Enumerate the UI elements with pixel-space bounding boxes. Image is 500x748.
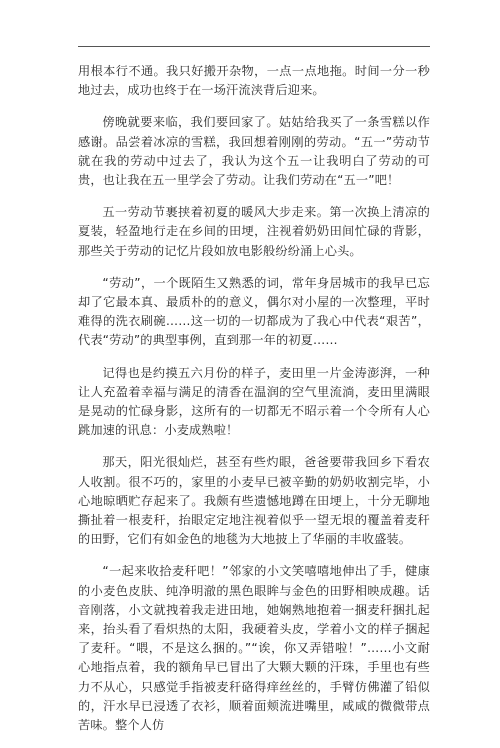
paragraph-5: 记得也是约摸五六月份的样子，麦田里一片金涛澎湃，一种让人充盈着幸福与满足的清香在温润的空气里流淌，麦田里满眼是晃动的忙碌身影，这所有的一切都无不昭示着一个令所有人心跳加速的讯息：小麦成熟啦！ — [78, 365, 430, 438]
paragraph-3: 五一劳动节裹挟着初夏的暖风大步走来。第一次换上清凉的夏装，轻盈地行走在乡间的田埂，注视着奶奶田间忙碌的背影，那些关于劳动的记忆片段如放电影般纷纷涌上心头。 — [78, 205, 430, 258]
paragraph-2: 傍晚就要来临，我们要回家了。姑姑给我买了一条雪糕以作感谢。品尝着冰凉的雪糕，我回想着刚刚的劳动。“五一”劳动节就在我的劳动中过去了，我认为这个五一让我明白了劳动的可贵，也让我在五一里学会了劳动。让我们劳动在“五一”吧！ — [78, 115, 430, 188]
paragraph-1: 用根本行不通。我只好搬开杂物，一点一点地拖。时间一分一秒地过去，成功也终于在一场汗流浃背后迎来。 — [78, 64, 430, 98]
paragraph-7: “一起来收拾麦秆吧！”邻家的小文笑嘻嘻地伸出了手，健康的小麦色皮肤、纯净明澈的黑色眼眸与金色的田野相映成趣。话音刚落，小文就拽着我走进田地，她娴熟地抱着一捆麦秆捆扎起来，抬头看了看炽热的太阳，我硬着头皮，学着小文的样子捆起了麦秆。“喂，不是这么捆的。”“诶，你又弄错啦！”……小文耐心地指点着，我的额角早已冒出了大颗大颗的汗珠，手里也有些力不从心，只感觉手指被麦秆硌得痒丝丝的，手臂仿佛灌了铅似的，汗水早已浸透了衣衫，顺着面颊流进嘴里，咸咸的微微带点苦味。整个人仿 — [78, 564, 430, 733]
paragraph-4: “劳动”，一个既陌生又熟悉的词，常年身居城市的我早已忘却了它最本真、最质朴的的意义，偶尔对小屋的一次整理，平时难得的洗衣刷碗……这一切的一切都成为了我心中代表“艰苦”，代表“劳动”的典型事例，直到那一年的初夏…… — [78, 275, 430, 348]
paragraph-6: 那天，阳光很灿烂，甚至有些灼眼，爸爸要带我回乡下看农人收割。很不巧的，家里的小麦早已被辛勤的奶奶收割完毕，小心地晾晒贮存起来了。我颇有些遗憾地蹲在田埂上，十分无聊地撕扯着一根麦秆，抬眼定定地注视着似乎一望无垠的覆盖着麦秆的田野，它们有如金色的地毯为大地披上了华丽的丰收盛装。 — [78, 455, 430, 547]
document-body — [78, 62, 430, 748]
header-rule — [78, 46, 430, 47]
